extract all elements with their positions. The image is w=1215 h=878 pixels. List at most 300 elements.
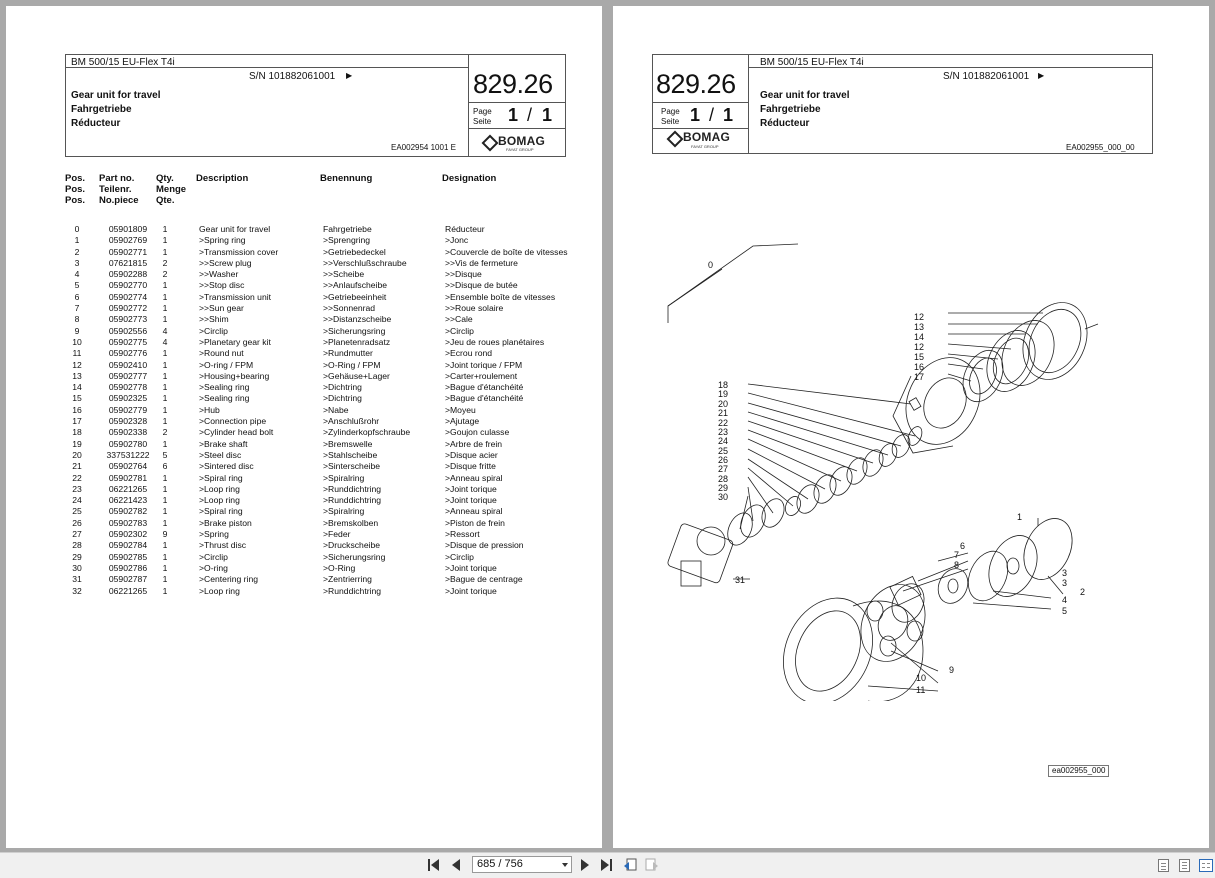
cell-designation: >>Disque de butée bbox=[445, 280, 518, 291]
table-row bbox=[6, 269, 602, 280]
cell-qty: 1 bbox=[162, 416, 168, 427]
model-name: BM 500/15 EU-Flex T4i bbox=[71, 57, 175, 68]
document-code: EA002955_000_00 bbox=[1066, 143, 1135, 152]
table-row bbox=[6, 247, 602, 258]
cell-qty: 4 bbox=[162, 336, 168, 347]
cell-qty: 1 bbox=[162, 224, 168, 234]
bomag-diamond-icon bbox=[482, 135, 495, 148]
cell-pos: 12 bbox=[72, 359, 82, 370]
cell-description: >>Washer bbox=[199, 269, 239, 280]
callout-20: 20 bbox=[718, 399, 729, 409]
callout-27: 27 bbox=[718, 464, 729, 474]
title-de: Fahrgetriebe bbox=[760, 104, 821, 115]
cell-qty: 1 bbox=[162, 483, 168, 494]
cell-part-no: 05902784 bbox=[108, 540, 148, 551]
cell-pos: 22 bbox=[72, 472, 82, 483]
cell-benennung: >Getriebeeinheit bbox=[323, 291, 387, 302]
cell-benennung: >Sinterscheibe bbox=[323, 461, 381, 472]
cell-description: Gear unit for travel bbox=[199, 224, 271, 234]
cell-benennung: >Planetenradsatz bbox=[323, 336, 391, 347]
cell-description: >Brake shaft bbox=[199, 438, 248, 449]
callout-9: 9 bbox=[949, 665, 955, 675]
table-row bbox=[6, 326, 602, 337]
callout-3a: 3 bbox=[1062, 568, 1068, 578]
cell-qty: 1 bbox=[162, 382, 168, 393]
back-view-icon bbox=[623, 858, 637, 872]
title-de: Fahrgetriebe bbox=[71, 104, 132, 115]
cell-part-no: 05902556 bbox=[108, 325, 148, 336]
page-label-en: Page bbox=[473, 107, 492, 116]
callout-13: 13 bbox=[914, 322, 925, 332]
table-row bbox=[6, 405, 602, 416]
cell-qty: 1 bbox=[162, 314, 168, 325]
cell-benennung: >>Verschlußschraube bbox=[323, 257, 407, 268]
bomag-logo bbox=[482, 134, 545, 148]
brand-sub: FAYAT GROUP bbox=[506, 147, 534, 152]
callout-3b: 3 bbox=[1062, 578, 1068, 588]
cell-qty: 1 bbox=[162, 393, 168, 404]
header-divider bbox=[652, 102, 748, 103]
callout-0: 0 bbox=[708, 260, 714, 270]
cell-qty: 5 bbox=[162, 449, 168, 460]
cell-description: >Spiral ring bbox=[199, 506, 243, 517]
cell-part-no: 05902764 bbox=[108, 461, 148, 472]
previous-page-button[interactable] bbox=[449, 858, 463, 872]
title-en: Gear unit for travel bbox=[71, 90, 161, 101]
cell-description: >Loop ring bbox=[199, 483, 240, 494]
model-name: BM 500/15 EU-Flex T4i bbox=[760, 57, 864, 68]
cell-qty: 1 bbox=[162, 291, 168, 302]
brand-sub: FAYAT GROUP bbox=[691, 144, 719, 149]
callout-16: 16 bbox=[914, 362, 925, 372]
document-code: EA002954 1001 E bbox=[391, 143, 456, 152]
header-divider bbox=[468, 128, 565, 129]
title-en: Gear unit for travel bbox=[760, 90, 850, 101]
cell-benennung: >Rundmutter bbox=[323, 348, 373, 359]
cell-benennung: >Bremswelle bbox=[323, 438, 373, 449]
cell-qty: 1 bbox=[162, 506, 168, 517]
cell-pos: 8 bbox=[74, 314, 80, 325]
cell-designation: >Joint torique / FPM bbox=[445, 359, 523, 370]
parts-list-page bbox=[6, 6, 602, 848]
callout-7: 7 bbox=[954, 550, 960, 560]
cell-benennung: >Runddichtring bbox=[323, 483, 382, 494]
cell-benennung: >Dichtring bbox=[323, 382, 362, 393]
cell-designation: >Couvercle de boîte de vitesses bbox=[445, 246, 568, 257]
cell-designation: >Moyeu bbox=[445, 404, 476, 415]
page-total: 1 bbox=[542, 105, 553, 125]
cell-pos: 1 bbox=[74, 235, 80, 246]
cell-part-no: 06221265 bbox=[108, 585, 148, 596]
cell-qty: 1 bbox=[162, 303, 168, 314]
parts-table bbox=[6, 224, 602, 597]
cell-description: >Circlip bbox=[199, 325, 228, 336]
cell-designation: >Bague de centrage bbox=[445, 574, 523, 585]
cell-benennung: >Runddichtring bbox=[323, 495, 382, 506]
table-row bbox=[6, 360, 602, 371]
cell-description: >Sealing ring bbox=[199, 393, 250, 404]
cell-part-no: 05902778 bbox=[108, 382, 148, 393]
callout-28: 28 bbox=[718, 474, 729, 484]
cell-qty: 9 bbox=[162, 529, 168, 540]
table-row bbox=[6, 529, 602, 540]
table-row bbox=[6, 371, 602, 382]
cell-pos: 6 bbox=[74, 291, 80, 302]
cell-qty: 1 bbox=[162, 517, 168, 528]
cell-qty: 1 bbox=[162, 438, 168, 449]
cell-part-no: 05902782 bbox=[108, 506, 148, 517]
callout-15: 15 bbox=[914, 352, 925, 362]
cell-part-no: 05902781 bbox=[108, 472, 148, 483]
cell-pos: 16 bbox=[72, 404, 82, 415]
cell-designation: >Piston de frein bbox=[445, 517, 505, 528]
cell-part-no: 05902338 bbox=[108, 427, 148, 438]
cell-pos: 26 bbox=[72, 517, 82, 528]
back-view-button[interactable] bbox=[623, 858, 637, 872]
cell-part-no: 05902770 bbox=[108, 280, 148, 291]
cell-part-no: 05902773 bbox=[108, 314, 148, 325]
callout-12: 12 bbox=[914, 312, 925, 322]
cell-benennung: >>Anlaufscheibe bbox=[323, 280, 388, 291]
cell-benennung: >Dichtring bbox=[323, 393, 362, 404]
continuous-view-button[interactable] bbox=[1179, 859, 1190, 872]
title-fr: Réducteur bbox=[760, 118, 810, 129]
cell-part-no: 05902783 bbox=[108, 517, 148, 528]
cell-qty: 4 bbox=[162, 325, 168, 336]
cell-part-no: 05902410 bbox=[108, 359, 148, 370]
page-current: 1 bbox=[508, 105, 519, 125]
cell-part-no: 05902325 bbox=[108, 393, 148, 404]
callout-29: 29 bbox=[718, 483, 729, 493]
page-label-de: Seite bbox=[661, 117, 680, 126]
cell-description: >>Shim bbox=[199, 314, 229, 325]
cell-description: >Thrust disc bbox=[199, 540, 247, 551]
cell-designation: >Disque de pression bbox=[445, 540, 524, 551]
cell-part-no: 06221265 bbox=[108, 483, 148, 494]
table-row bbox=[6, 337, 602, 348]
cell-qty: 1 bbox=[162, 472, 168, 483]
callout-30: 30 bbox=[718, 492, 729, 502]
cell-designation: >Joint torique bbox=[445, 562, 497, 573]
table-row bbox=[6, 473, 602, 484]
cell-pos: 5 bbox=[74, 280, 80, 291]
cell-description: >Centering ring bbox=[199, 574, 258, 585]
brand-name: BOMAG bbox=[683, 130, 730, 144]
brand-name: BOMAG bbox=[498, 134, 545, 148]
callout-8: 8 bbox=[954, 560, 960, 570]
cell-qty: 1 bbox=[162, 404, 168, 415]
table-row bbox=[6, 258, 602, 269]
cell-part-no: 05902777 bbox=[108, 370, 148, 381]
cell-pos: 11 bbox=[72, 348, 82, 359]
cell-qty: 1 bbox=[162, 495, 168, 506]
table-row bbox=[6, 280, 602, 291]
table-row bbox=[6, 303, 602, 314]
cell-pos: 30 bbox=[72, 562, 82, 573]
table-row bbox=[6, 506, 602, 517]
previous-page-icon bbox=[452, 859, 460, 871]
col-header-qty: Qty. Menge Qte. bbox=[156, 173, 187, 206]
header-divider bbox=[748, 54, 749, 153]
table-row bbox=[6, 382, 602, 393]
cell-pos: 13 bbox=[72, 370, 82, 381]
table-row bbox=[6, 450, 602, 461]
cell-designation: >Anneau spiral bbox=[445, 506, 503, 517]
cell-part-no: 05902786 bbox=[108, 562, 148, 573]
cell-benennung: >Bremskolben bbox=[323, 517, 379, 528]
serial-arrow-icon: ▶ bbox=[346, 71, 353, 80]
dropdown-caret-icon bbox=[562, 863, 568, 867]
page-separator: / bbox=[709, 105, 715, 125]
cell-description: >O-ring / FPM bbox=[199, 359, 254, 370]
cell-qty: 1 bbox=[162, 574, 168, 585]
cell-pos: 31 bbox=[72, 574, 82, 585]
cell-designation: >Carter+roulement bbox=[445, 370, 518, 381]
cell-pos: 2 bbox=[74, 246, 80, 257]
callout-14: 14 bbox=[914, 332, 925, 342]
cell-part-no: 05901809 bbox=[108, 224, 148, 234]
table-row bbox=[6, 439, 602, 450]
last-page-button[interactable] bbox=[600, 858, 614, 872]
cell-designation: >Joint torique bbox=[445, 495, 497, 506]
figure-code-label bbox=[1048, 765, 1109, 777]
table-row bbox=[6, 540, 602, 551]
callout-19: 19 bbox=[718, 389, 729, 399]
forward-view-button[interactable] bbox=[645, 858, 659, 872]
cell-pos: 24 bbox=[72, 495, 82, 506]
cell-benennung: >Zentrierring bbox=[323, 574, 372, 585]
cell-pos: 17 bbox=[72, 416, 82, 427]
cell-benennung: >Sicherungsring bbox=[323, 551, 386, 562]
table-row bbox=[6, 586, 602, 597]
col-header-pos: Pos. Pos. Pos. bbox=[65, 173, 86, 206]
cell-benennung: >Spiralring bbox=[323, 472, 365, 483]
cell-pos: 27 bbox=[72, 529, 82, 540]
cell-designation: >Anneau spiral bbox=[445, 472, 503, 483]
cell-benennung: >Runddichtring bbox=[323, 585, 382, 596]
table-row bbox=[6, 484, 602, 495]
diagram-page bbox=[613, 6, 1209, 848]
page-label-de: Seite bbox=[473, 117, 492, 126]
callout-11: 11 bbox=[916, 685, 926, 695]
cell-designation: >Goujon culasse bbox=[445, 427, 510, 438]
cell-part-no: 05902780 bbox=[108, 438, 148, 449]
cell-description: >Round nut bbox=[199, 348, 244, 359]
cell-benennung: >Anschlußrohr bbox=[323, 416, 380, 427]
callout-4: 4 bbox=[1062, 595, 1068, 605]
cell-pos: 7 bbox=[74, 303, 80, 314]
cell-description: >Connection pipe bbox=[199, 416, 267, 427]
cell-designation: >Disque acier bbox=[445, 449, 498, 460]
cell-pos: 19 bbox=[72, 438, 82, 449]
table-row bbox=[6, 314, 602, 325]
cell-designation: >Disque fritte bbox=[445, 461, 496, 472]
cell-description: >Circlip bbox=[199, 551, 228, 562]
table-row bbox=[6, 224, 602, 235]
cell-pos: 32 bbox=[72, 585, 82, 596]
cell-qty: 1 bbox=[162, 359, 168, 370]
cell-pos: 3 bbox=[74, 257, 80, 268]
cell-part-no: 06221423 bbox=[108, 495, 148, 506]
cell-qty: 1 bbox=[162, 551, 168, 562]
table-row bbox=[6, 235, 602, 246]
cell-pos: 0 bbox=[74, 224, 80, 234]
col-header-designation: Designation bbox=[442, 173, 497, 184]
bomag-logo bbox=[667, 130, 730, 144]
viewer-toolbar bbox=[0, 852, 1215, 878]
callout-2: 2 bbox=[1080, 587, 1086, 597]
cell-benennung: Fahrgetriebe bbox=[323, 224, 372, 234]
cell-pos: 10 bbox=[72, 336, 82, 347]
cell-qty: 1 bbox=[162, 246, 168, 257]
cell-description: >Spring bbox=[199, 529, 229, 540]
callout-17: 17 bbox=[914, 372, 925, 382]
cell-designation: >Ecrou rond bbox=[445, 348, 493, 359]
cell-benennung: >O-Ring / FPM bbox=[323, 359, 381, 370]
cell-part-no: 07621815 bbox=[108, 257, 148, 268]
cell-pos: 14 bbox=[72, 382, 82, 393]
cell-benennung: >Spiralring bbox=[323, 506, 365, 517]
cell-benennung: >Druckscheibe bbox=[323, 540, 381, 551]
cell-description: >Sintered disc bbox=[199, 461, 254, 472]
cell-benennung: >Feder bbox=[323, 529, 351, 540]
header-divider bbox=[652, 128, 748, 129]
cell-designation: >>Roue solaire bbox=[445, 303, 504, 314]
cell-part-no: 05902302 bbox=[108, 529, 148, 540]
table-row bbox=[6, 495, 602, 506]
last-page-icon bbox=[601, 859, 609, 871]
cell-description: >O-ring bbox=[199, 562, 228, 573]
cell-description: >Cylinder head bolt bbox=[199, 427, 274, 438]
cell-designation: >Ajutage bbox=[445, 416, 480, 427]
title-fr: Réducteur bbox=[71, 118, 121, 129]
cell-benennung: >Stahlscheibe bbox=[323, 449, 378, 460]
cell-benennung: >>Scheibe bbox=[323, 269, 365, 280]
callout-12b: 12 bbox=[914, 342, 925, 352]
serial-number: S/N 101882061001 bbox=[943, 71, 1030, 82]
cell-qty: 1 bbox=[162, 235, 168, 246]
col-header-benennung: Benennung bbox=[320, 173, 373, 184]
group-number: 829.26 bbox=[473, 69, 553, 99]
cell-part-no: 05902328 bbox=[108, 416, 148, 427]
table-row bbox=[6, 518, 602, 529]
cell-designation: >Ressort bbox=[445, 529, 480, 540]
cell-designation: >Arbre de frein bbox=[445, 438, 503, 449]
cell-designation: >Bague d'étanchéité bbox=[445, 382, 524, 393]
cell-description: >Steel disc bbox=[199, 449, 242, 460]
table-row bbox=[6, 552, 602, 563]
cell-designation: >>Vis de fermeture bbox=[445, 257, 518, 268]
cell-qty: 1 bbox=[162, 280, 168, 291]
next-page-icon bbox=[581, 859, 589, 871]
cell-designation: >Ensemble boîte de vitesses bbox=[445, 291, 556, 302]
callout-18: 18 bbox=[718, 380, 729, 390]
cell-pos: 21 bbox=[72, 461, 82, 472]
callout-10: 10 bbox=[916, 673, 927, 683]
cell-benennung: >Sprengring bbox=[323, 235, 371, 246]
cell-qty: 6 bbox=[162, 461, 168, 472]
cell-part-no: 05902775 bbox=[108, 336, 148, 347]
table-row bbox=[6, 563, 602, 574]
cell-description: >Brake piston bbox=[199, 517, 252, 528]
callout-22: 22 bbox=[718, 418, 729, 428]
cell-benennung: >>Distanzscheibe bbox=[323, 314, 392, 325]
cell-part-no: 05902772 bbox=[108, 303, 148, 314]
page-total: 1 bbox=[723, 105, 734, 125]
cell-part-no: 337531222 bbox=[106, 449, 150, 460]
cell-pos: 4 bbox=[74, 269, 80, 280]
first-page-button[interactable] bbox=[427, 858, 441, 872]
cell-pos: 20 bbox=[72, 449, 82, 460]
page-number-field[interactable] bbox=[472, 856, 572, 873]
cell-designation: >Joint torique bbox=[445, 585, 497, 596]
callout-31: 31 bbox=[735, 575, 746, 585]
two-page-view-button[interactable] bbox=[1199, 859, 1213, 872]
serial-arrow-icon: ▶ bbox=[1038, 71, 1045, 80]
cell-qty: 2 bbox=[162, 257, 168, 268]
cell-pos: 15 bbox=[72, 393, 82, 404]
cell-designation: >>Cale bbox=[445, 314, 473, 325]
cell-description: >>Screw plug bbox=[199, 257, 252, 268]
table-row bbox=[6, 574, 602, 585]
cell-part-no: 05902779 bbox=[108, 404, 148, 415]
cell-part-no: 05902771 bbox=[108, 246, 148, 257]
single-page-view-button[interactable] bbox=[1158, 859, 1169, 872]
table-row bbox=[6, 416, 602, 427]
cell-benennung: >>Sonnenrad bbox=[323, 303, 376, 314]
cell-benennung: >Nabe bbox=[323, 404, 349, 415]
page-separator: / bbox=[527, 105, 533, 125]
next-page-button[interactable] bbox=[578, 858, 592, 872]
table-row bbox=[6, 461, 602, 472]
cell-description: >>Stop disc bbox=[199, 280, 245, 291]
cell-description: >Loop ring bbox=[199, 495, 240, 506]
cell-pos: 28 bbox=[72, 540, 82, 551]
cell-designation: >Joint torique bbox=[445, 483, 497, 494]
cell-part-no: 05902769 bbox=[108, 235, 148, 246]
cell-description: >>Sun gear bbox=[199, 303, 244, 314]
cell-description: >Hub bbox=[199, 404, 220, 415]
cell-qty: 1 bbox=[162, 540, 168, 551]
cell-description: >Spring ring bbox=[199, 235, 246, 246]
cell-part-no: 05902288 bbox=[108, 269, 148, 280]
table-row bbox=[6, 348, 602, 359]
cell-benennung: >Sicherungsring bbox=[323, 325, 386, 336]
group-number: 829.26 bbox=[656, 69, 736, 99]
cell-designation: >Circlip bbox=[445, 325, 474, 336]
cell-designation: >>Disque bbox=[445, 269, 482, 280]
forward-view-icon bbox=[645, 858, 659, 872]
callout-1: 1 bbox=[1017, 512, 1023, 522]
cell-description: >Spiral ring bbox=[199, 472, 243, 483]
callout-23: 23 bbox=[718, 427, 729, 437]
header-divider bbox=[468, 102, 565, 103]
table-row bbox=[6, 292, 602, 303]
page-indicator: 685 / 756 bbox=[477, 858, 523, 870]
cell-description: >Transmission cover bbox=[199, 246, 279, 257]
page-label-en: Page bbox=[661, 107, 680, 116]
cell-benennung: >Gehäuse+Lager bbox=[323, 370, 390, 381]
callout-25: 25 bbox=[718, 446, 729, 456]
cell-designation: >Jeu de roues planétaires bbox=[445, 336, 545, 347]
cell-benennung: >Getriebedeckel bbox=[323, 246, 386, 257]
cell-part-no: 05902774 bbox=[108, 291, 148, 302]
table-row bbox=[6, 393, 602, 404]
callout-24: 24 bbox=[718, 436, 729, 446]
callout-26: 26 bbox=[718, 455, 729, 465]
cell-benennung: >Zylinderkopfschraube bbox=[323, 427, 411, 438]
cell-part-no: 05902785 bbox=[108, 551, 148, 562]
